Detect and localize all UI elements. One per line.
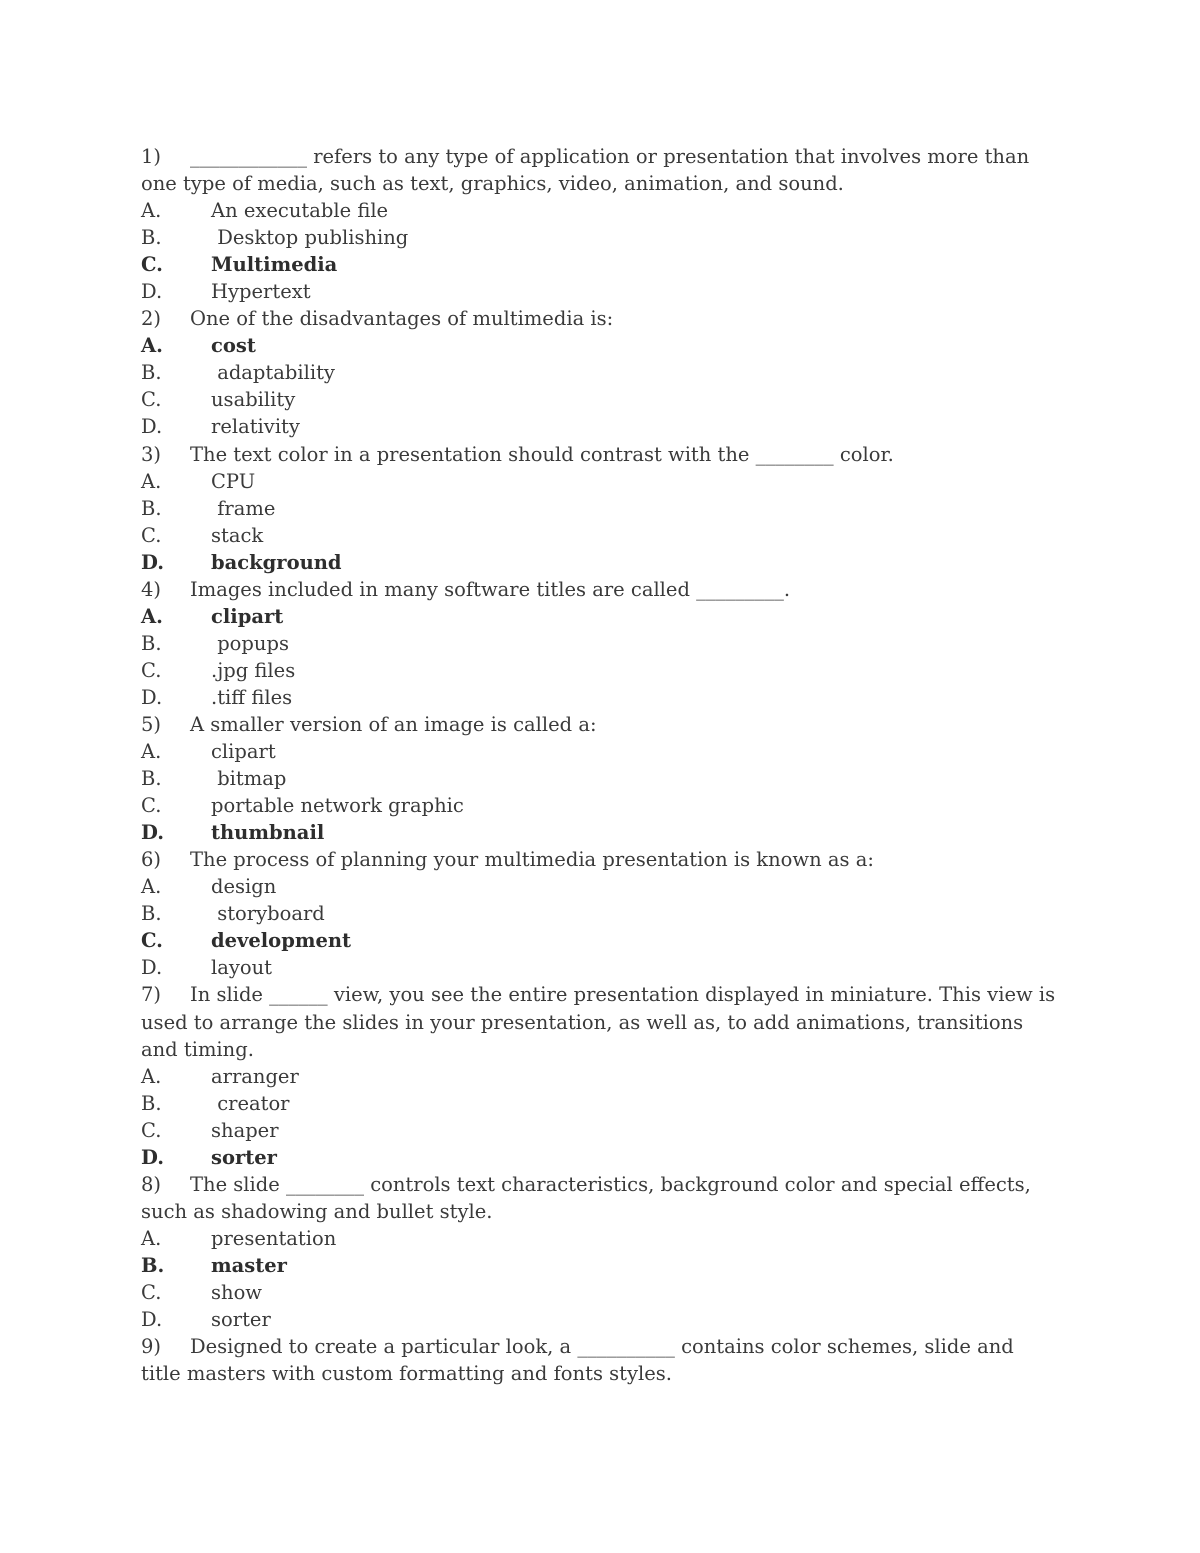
- answer-option: [141, 468, 1056, 495]
- answer-option: [141, 224, 1056, 251]
- option-text: show: [211, 1280, 262, 1304]
- option-text: usability: [211, 388, 296, 412]
- question-text: The process of planning your multimedia presentation is known as a:: [190, 848, 874, 872]
- option-letter: C.: [141, 658, 162, 682]
- option-letter: D.: [141, 280, 163, 304]
- answer-option: [141, 1279, 1056, 1306]
- option-text: master: [211, 1253, 287, 1277]
- option-text: creator: [211, 1091, 290, 1115]
- option-letter: B.: [141, 226, 162, 250]
- question-number: 4): [141, 577, 162, 601]
- answer-option: [141, 954, 1056, 981]
- option-letter: C.: [141, 388, 162, 412]
- option-text: Hypertext: [211, 280, 311, 304]
- quiz-content: [141, 143, 1056, 1387]
- answer-option: [141, 765, 1056, 792]
- question-text: ____________ refers to any type of application or presentation that involves more than one type of media, such as text, graphics, video, animation, and sound.: [141, 145, 1030, 196]
- option-letter: A.: [141, 740, 162, 764]
- answer-option: [141, 278, 1056, 305]
- option-text: layout: [211, 956, 273, 980]
- question-number: 2): [141, 307, 162, 331]
- option-text: Desktop publishing: [211, 226, 409, 250]
- option-letter: D.: [141, 1145, 165, 1169]
- answer-option: [141, 630, 1056, 657]
- question-text: A smaller version of an image is called a:: [190, 712, 597, 736]
- answer-option: [141, 738, 1056, 765]
- question-number: 6): [141, 848, 162, 872]
- question-number: 3): [141, 442, 162, 466]
- option-text: sorter: [211, 1145, 277, 1169]
- answer-option-correct: [141, 927, 1056, 954]
- option-letter: C.: [141, 253, 163, 277]
- option-letter: A.: [141, 199, 162, 223]
- option-letter: D.: [141, 550, 165, 574]
- option-letter: D.: [141, 821, 165, 845]
- option-text: bitmap: [211, 767, 287, 791]
- option-text: storyboard: [211, 902, 325, 926]
- option-text: background: [211, 550, 342, 574]
- answer-option-correct: [141, 603, 1056, 630]
- answer-option: [141, 1063, 1056, 1090]
- option-letter: B.: [141, 631, 162, 655]
- option-letter: B.: [141, 902, 162, 926]
- option-letter: C.: [141, 523, 162, 547]
- question-number: 9): [141, 1335, 162, 1359]
- option-letter: D.: [141, 685, 163, 709]
- option-text: arranger: [211, 1064, 299, 1088]
- option-text: shaper: [211, 1118, 279, 1142]
- question-1: [141, 143, 1056, 197]
- option-text: clipart: [211, 604, 284, 628]
- option-letter: A.: [141, 334, 163, 358]
- option-letter: A.: [141, 1064, 162, 1088]
- option-text: CPU: [211, 469, 256, 493]
- option-letter: A.: [141, 875, 162, 899]
- answer-option-correct: [141, 549, 1056, 576]
- option-text: presentation: [211, 1226, 337, 1250]
- option-text: .tiff files: [211, 685, 293, 709]
- option-letter: B.: [141, 361, 162, 385]
- question-3: [141, 441, 1056, 468]
- option-text: frame: [211, 496, 276, 520]
- option-letter: C.: [141, 1118, 162, 1142]
- option-text: adaptability: [211, 361, 335, 385]
- answer-option-correct: [141, 251, 1056, 278]
- answer-option-correct: [141, 819, 1056, 846]
- question-number: 8): [141, 1172, 162, 1196]
- answer-option: [141, 1117, 1056, 1144]
- answer-option: [141, 792, 1056, 819]
- option-text: clipart: [211, 740, 276, 764]
- question-text: The slide ________ controls text characteristics, background color and special effects, such as shadowing and bullet style.: [141, 1172, 1031, 1223]
- option-text: portable network graphic: [211, 794, 464, 818]
- question-7: [141, 981, 1056, 1062]
- answer-option: [141, 359, 1056, 386]
- question-text: One of the disadvantages of multimedia is:: [190, 307, 614, 331]
- answer-option: [141, 522, 1056, 549]
- option-letter: B.: [141, 1253, 165, 1277]
- question-8: [141, 1171, 1056, 1225]
- option-letter: C.: [141, 929, 163, 953]
- option-text: relativity: [211, 415, 300, 439]
- option-text: .jpg files: [211, 658, 296, 682]
- answer-option-correct: [141, 1252, 1056, 1279]
- option-letter: C.: [141, 794, 162, 818]
- option-letter: A.: [141, 469, 162, 493]
- answer-option: [141, 657, 1056, 684]
- option-text: sorter: [211, 1308, 271, 1332]
- question-text: The text color in a presentation should contrast with the ________ color.: [190, 442, 894, 466]
- option-text: popups: [211, 631, 289, 655]
- answer-option: [141, 495, 1056, 522]
- answer-option-correct: [141, 1144, 1056, 1171]
- question-9: [141, 1333, 1056, 1387]
- option-text: design: [211, 875, 277, 899]
- question-number: 5): [141, 712, 162, 736]
- question-text: In slide ______ view, you see the entire presentation displayed in miniature. This view is used to arrange the slides in your presentation, as well as, to add animations, transitions and timing.: [141, 983, 1056, 1061]
- question-number: 7): [141, 983, 162, 1007]
- question-2: [141, 305, 1056, 332]
- option-text: cost: [211, 334, 256, 358]
- option-letter: A.: [141, 604, 163, 628]
- option-text: stack: [211, 523, 264, 547]
- option-letter: B.: [141, 496, 162, 520]
- answer-option: [141, 684, 1056, 711]
- question-6: [141, 846, 1056, 873]
- option-letter: B.: [141, 767, 162, 791]
- option-letter: D.: [141, 1308, 163, 1332]
- question-text: Designed to create a particular look, a __________ contains color schemes, slide and title masters with custom formatting and fonts styles.: [141, 1335, 1014, 1386]
- option-letter: B.: [141, 1091, 162, 1115]
- answer-option: [141, 1306, 1056, 1333]
- option-text: An executable file: [211, 199, 389, 223]
- answer-option: [141, 1225, 1056, 1252]
- option-letter: C.: [141, 1280, 162, 1304]
- option-text: thumbnail: [211, 821, 325, 845]
- question-5: [141, 711, 1056, 738]
- answer-option: [141, 197, 1056, 224]
- question-4: [141, 576, 1056, 603]
- answer-option: [141, 386, 1056, 413]
- option-letter: D.: [141, 415, 163, 439]
- option-letter: A.: [141, 1226, 162, 1250]
- option-letter: D.: [141, 956, 163, 980]
- question-text: Images included in many software titles are called _________.: [190, 577, 791, 601]
- answer-option: [141, 900, 1056, 927]
- answer-option: [141, 873, 1056, 900]
- option-text: development: [211, 929, 352, 953]
- option-text: Multimedia: [211, 253, 338, 277]
- answer-option-correct: [141, 332, 1056, 359]
- question-number: 1): [141, 145, 162, 168]
- answer-option: [141, 1090, 1056, 1117]
- answer-option: [141, 413, 1056, 440]
